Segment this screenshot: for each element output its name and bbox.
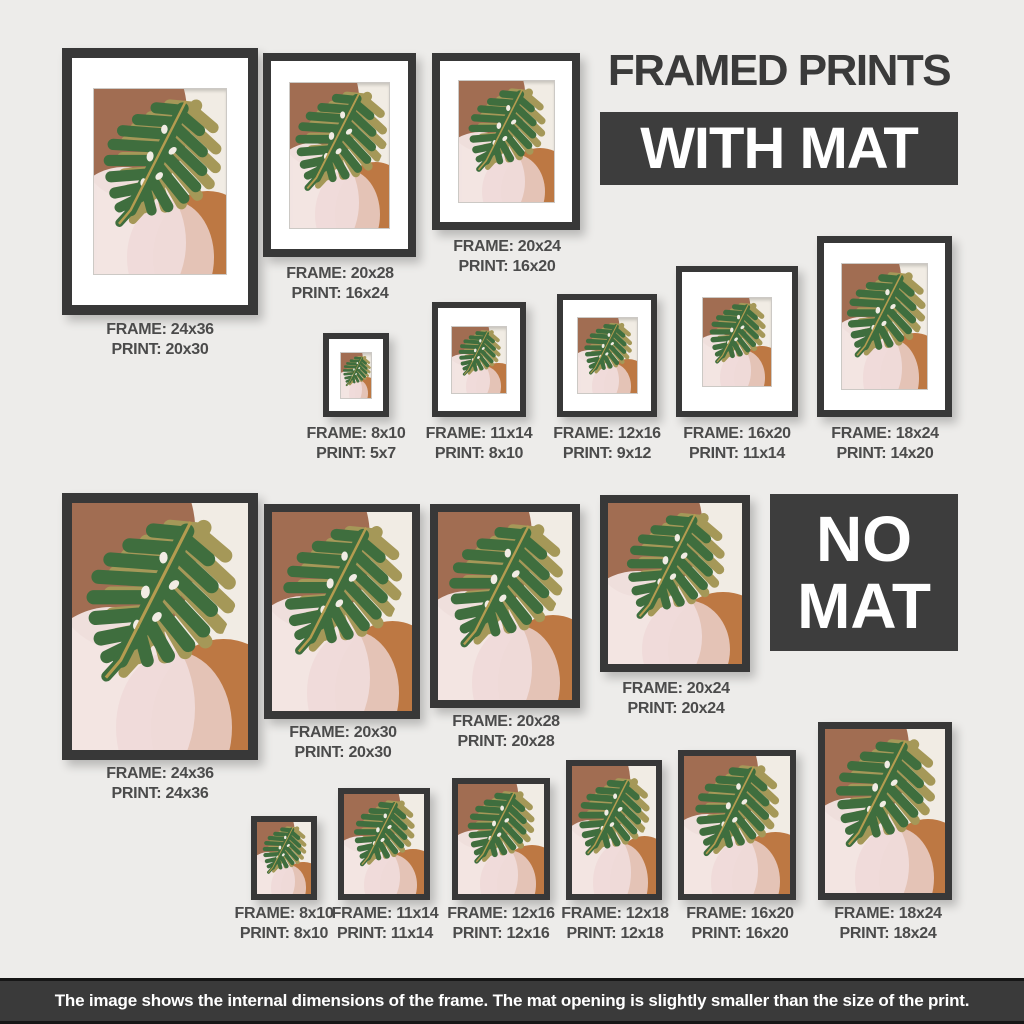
print-dimension-text: PRINT: 14x20 [836,445,934,463]
label-no-mat-16x20 [686,904,794,945]
frame-no-mat-16x20 [678,750,796,900]
frame-with-mat-12x16 [557,294,657,417]
print-dimension-text: PRINT: 18x24 [839,925,937,943]
monstera-artwork [257,822,311,894]
mat-board [825,729,945,893]
print-dimension-text: PRINT: 5x7 [316,445,396,463]
label-no-mat-20x28 [452,712,560,753]
label-with-mat-18x24 [831,424,939,465]
label-no-mat-11x14 [332,904,439,945]
print-dimension-text: PRINT: 12x18 [566,925,664,943]
label-no-mat-18x24 [834,904,942,945]
print-dimension-text: PRINT: 16x20 [691,925,789,943]
mat-board [272,512,412,711]
mat-board [438,308,520,411]
frame-dimension-text: FRAME: 8x10 [234,905,334,922]
label-with-mat-12x16 [553,424,661,465]
frame-dimension-text: FRAME: 11x14 [425,425,533,442]
frame-dimension-text: FRAME: 8x10 [306,425,406,442]
frame-dimension-text: FRAME: 16x20 [686,905,794,922]
page-title: FRAMED PRINTS [607,46,951,95]
frame-no-mat-8x10 [251,816,317,900]
mat-board [608,503,742,664]
footer-note [0,978,1024,1024]
monstera-artwork [459,81,554,202]
print-dimension-text: PRINT: 20x30 [111,341,209,359]
print-dimension-text: PRINT: 11x14 [688,445,785,463]
monstera-artwork [452,327,506,393]
monstera-artwork [272,512,412,711]
print-dimension-text: PRINT: 8x10 [434,445,524,463]
mat-board [329,339,383,411]
with-mat-badge: WITH MAT [600,112,958,185]
frame-no-mat-20x24 [600,495,750,672]
frame-no-mat-12x18 [566,760,662,900]
mat-board [572,766,656,894]
frame-no-mat-18x24 [818,722,952,900]
frame-dimension-text: FRAME: 18x24 [834,905,942,922]
mat-board [824,243,945,410]
mat-board [684,756,790,894]
monstera-artwork [438,512,572,700]
print-dimension-text: PRINT: 24x36 [111,785,209,803]
frame-dimension-text: FRAME: 18x24 [831,425,939,442]
monstera-artwork [703,298,771,386]
frame-no-mat-20x30 [264,504,420,719]
frame-with-mat-20x28 [263,53,416,257]
frame-dimension-text: FRAME: 24x36 [106,765,214,782]
mat-board [563,300,651,411]
print-dimension-text: PRINT: 16x24 [291,285,389,303]
frame-dimension-text: FRAME: 20x24 [622,680,730,697]
frame-no-mat-24x36 [62,493,258,760]
mat-board [344,794,424,894]
monstera-artwork [825,729,945,893]
no-mat-badge-line1: NO [816,502,912,575]
label-no-mat-12x16 [447,904,555,945]
mat-board [682,272,792,411]
print-dimension-text: PRINT: 20x28 [457,733,555,751]
label-with-mat-8x10 [307,424,406,465]
monstera-artwork [344,794,424,894]
print-dimension-text: PRINT: 20x30 [294,744,392,762]
monstera-artwork [572,766,656,894]
label-with-mat-20x28 [286,264,394,305]
print-dimension-text: PRINT: 8x10 [239,925,329,943]
mat-board [458,784,544,894]
print-dimension-text: PRINT: 11x14 [336,925,434,943]
no-mat-badge-line2: MAT [797,569,931,642]
monstera-artwork [684,756,790,894]
frame-with-mat-24x36 [62,48,258,315]
frame-with-mat-16x20 [676,266,798,417]
mat-board [72,503,248,750]
footer-note-text: The image shows the internal dimensions of the frame. The mat opening is slightly smaller than the size of the print. [54,991,970,1010]
frame-with-mat-20x24 [432,53,580,230]
monstera-artwork [290,83,389,228]
label-no-mat-24x36 [106,764,214,805]
frame-dimension-text: FRAME: 12x18 [561,905,669,922]
frame-with-mat-18x24 [817,236,952,417]
monstera-artwork [72,503,248,750]
frame-no-mat-11x14 [338,788,430,900]
label-no-mat-12x18 [561,904,669,945]
label-with-mat-16x20 [683,424,791,465]
frame-dimension-text: FRAME: 12x16 [447,905,555,922]
label-with-mat-20x24 [453,237,561,278]
mat-board [257,822,311,894]
print-dimension-text: PRINT: 12x16 [452,925,550,943]
mat-board [72,58,248,305]
print-dimension-text: PRINT: 16x20 [458,258,556,276]
frame-with-mat-8x10 [323,333,389,417]
monstera-artwork [341,353,371,398]
frame-dimension-text: FRAME: 20x28 [452,713,560,730]
frame-no-mat-12x16 [452,778,550,900]
frame-no-mat-20x28 [430,504,580,708]
frame-dimension-text: FRAME: 11x14 [331,905,439,922]
frame-dimension-text: FRAME: 12x16 [553,425,661,442]
no-mat-badge [770,494,958,651]
label-with-mat-11x14 [426,424,533,465]
frame-with-mat-11x14 [432,302,526,417]
monstera-artwork [94,89,226,274]
frame-dimension-text: FRAME: 20x30 [289,724,397,741]
mat-board [438,512,572,700]
mat-board [440,61,572,222]
frame-dimension-text: FRAME: 20x24 [453,238,561,255]
label-no-mat-20x30 [289,723,397,764]
frame-dimension-text: FRAME: 16x20 [683,425,791,442]
monstera-artwork [458,784,544,894]
print-dimension-text: PRINT: 20x24 [627,700,725,718]
frame-dimension-text: FRAME: 24x36 [106,321,214,338]
frame-dimension-text: FRAME: 20x28 [286,265,394,282]
label-no-mat-20x24 [622,679,730,720]
monstera-artwork [578,318,637,393]
label-no-mat-8x10 [235,904,334,945]
label-with-mat-24x36 [106,320,214,361]
mat-board [271,61,408,249]
monstera-artwork [842,264,927,389]
print-dimension-text: PRINT: 9x12 [562,445,652,463]
monstera-artwork [608,503,742,664]
